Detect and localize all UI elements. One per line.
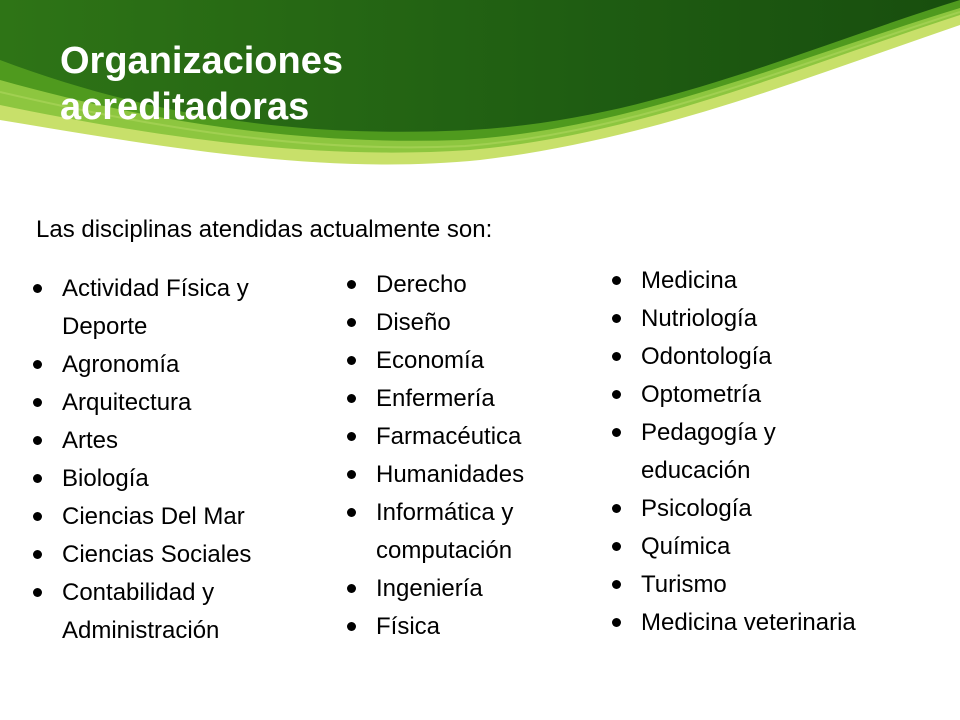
list-item: Farmacéutica [347, 418, 577, 456]
list-item: Optometría [612, 376, 942, 414]
list-item [347, 494, 577, 570]
list-item: Nutriología [612, 300, 942, 338]
list-item: Turismo [612, 566, 942, 604]
list-item: Medicina [612, 262, 942, 300]
list-item: Derecho [347, 266, 577, 304]
list-item-text: educación [641, 457, 751, 484]
list-item: Arquitectura [33, 384, 333, 422]
list-item-text: computación [376, 537, 513, 564]
list-item: Medicina veterinaria [612, 604, 942, 642]
list-item-text: Actividad Física y [62, 275, 249, 302]
list-item [33, 574, 333, 650]
list-item: Humanidades [347, 456, 577, 494]
title-line-2: acreditadoras [60, 86, 310, 128]
intro-text: Las disciplinas atendidas actualmente son: [36, 216, 493, 243]
discipline-column-1 [33, 270, 333, 650]
list-item: Química [612, 528, 942, 566]
list-item: Diseño [347, 304, 577, 342]
list-item [33, 270, 333, 346]
list-item: Psicología [612, 490, 942, 528]
discipline-column-3 [612, 262, 942, 642]
list-item: Biología [33, 460, 333, 498]
list-item: Física [347, 608, 577, 646]
list-item: Agronomía [33, 346, 333, 384]
list-item-text: Informática y [376, 499, 514, 526]
list-item: Economía [347, 342, 577, 380]
list-item-text: Deporte [62, 313, 148, 340]
discipline-column-2 [347, 266, 577, 646]
list-item: Odontología [612, 338, 942, 376]
list-item-text: Pedagogía y [641, 419, 776, 446]
list-item-text: Contabilidad y [62, 579, 215, 606]
list-item: Enfermería [347, 380, 577, 418]
list-item: Ciencias Del Mar [33, 498, 333, 536]
title-line-1: Organizaciones [60, 40, 343, 82]
list-item: Ingeniería [347, 570, 577, 608]
list-item: Ciencias Sociales [33, 536, 333, 574]
list-item: Artes [33, 422, 333, 460]
page-title [60, 38, 580, 130]
list-item [612, 414, 942, 490]
list-item-text: Administración [62, 617, 220, 644]
